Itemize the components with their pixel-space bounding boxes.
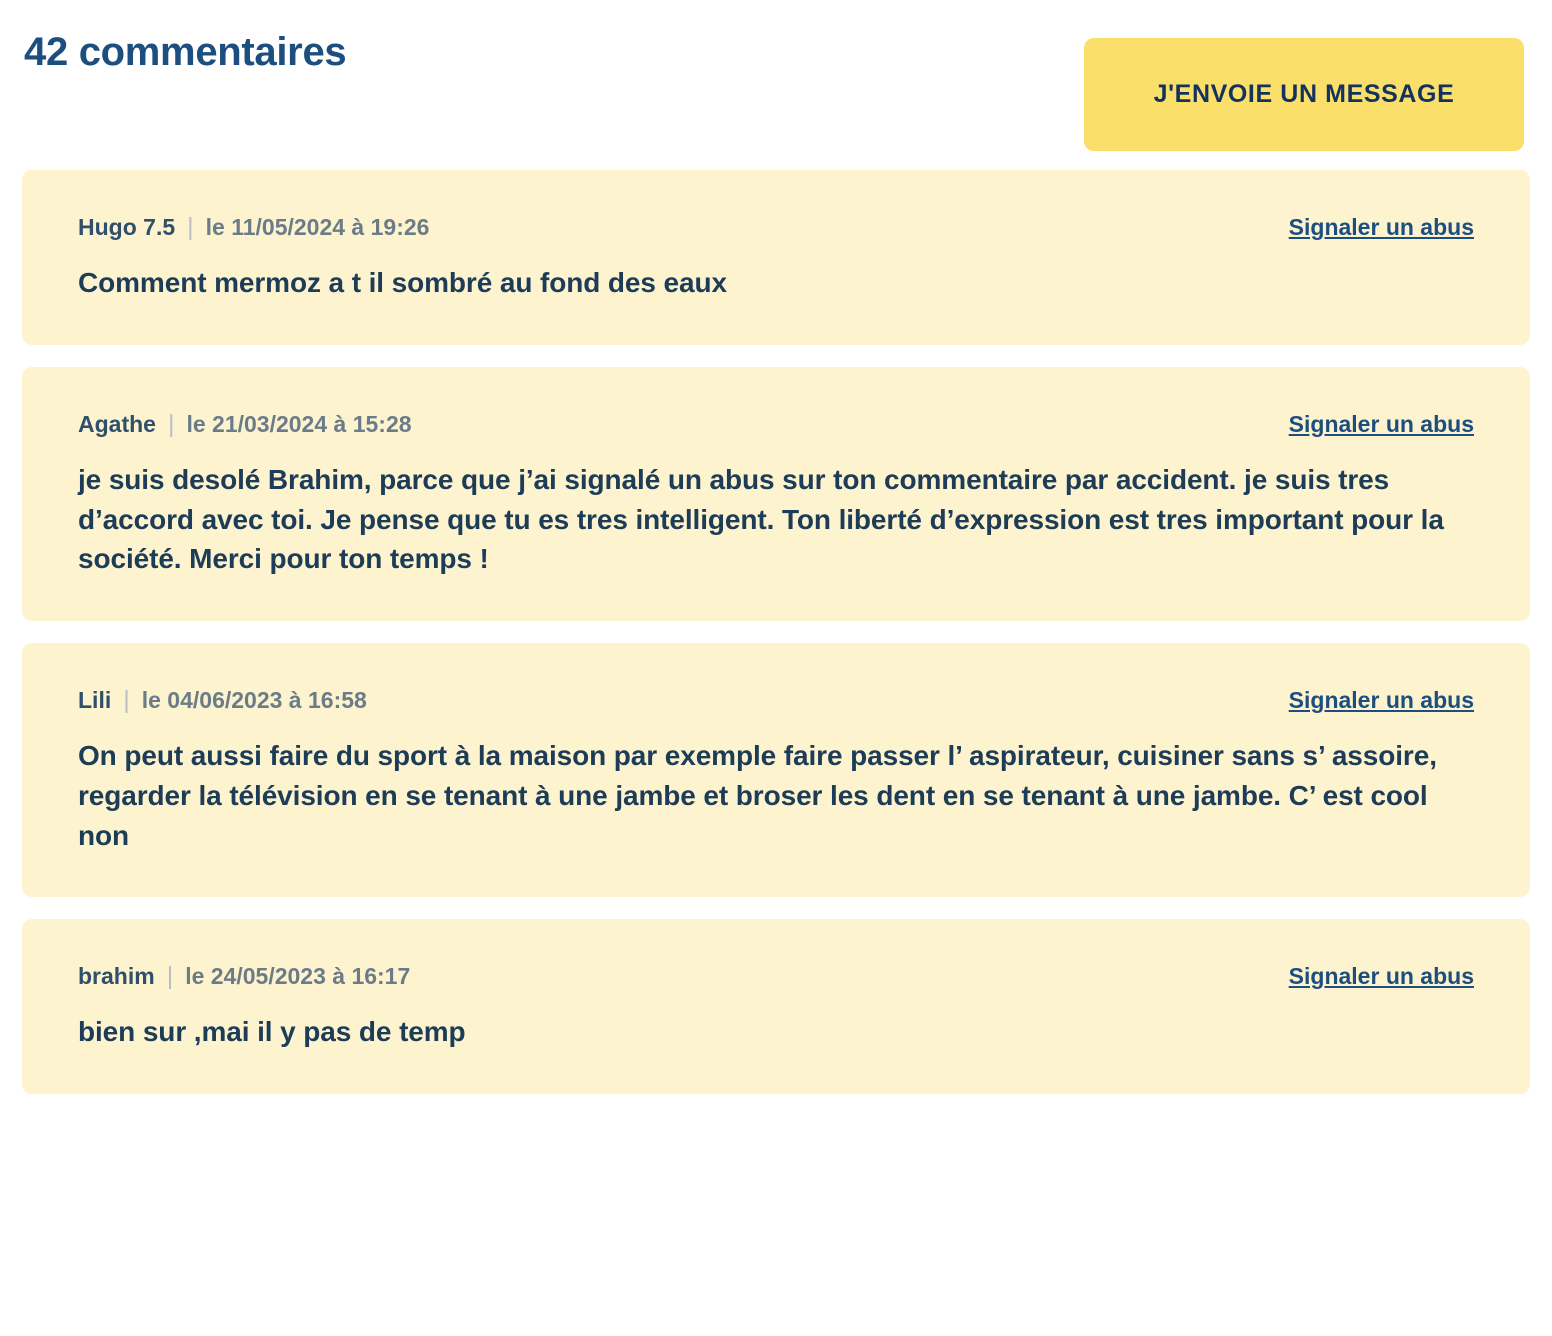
comment-byline [78,687,367,714]
comment-meta [78,214,1474,241]
comment-author: brahim [78,963,155,990]
report-abuse-link[interactable]: Signaler un abus [1288,687,1474,713]
comment-item [22,643,1530,897]
comment-date: le 04/06/2023 à 16:58 [141,687,367,713]
byline-separator: | [123,686,130,714]
report-abuse-link[interactable]: Signaler un abus [1288,214,1474,240]
comment-meta [78,411,1474,438]
byline-separator: | [167,409,175,438]
comment-item [22,919,1530,1094]
comment-meta [78,687,1474,714]
comments-header [22,0,1530,170]
comment-text: On peut aussi faire du sport à la maison par exemple faire passer l’ aspirateur, cuisiner sans s’ assoire, regarder la télévision en se tenant à une jambe et broser les dent en se tenant à une jambe. C’ est cool non [78,740,1437,851]
report-abuse-link[interactable]: Signaler un abus [1288,410,1474,437]
page-title: 42 commentaires [24,30,347,74]
comment-author: Agathe [78,410,156,437]
comment-date: le 24/05/2023 à 16:17 [185,963,411,990]
comment-item [22,170,1530,345]
send-message-button[interactable]: J'ENVOIE UN MESSAGE [1084,38,1524,151]
comment-meta [78,963,1474,990]
comment-author: Lili [78,687,112,713]
comment-text: Comment mermoz a t il sombré au fond des eaux [78,267,727,298]
comment-date: le 21/03/2024 à 15:28 [186,410,412,437]
comment-byline [78,214,429,241]
byline-separator: | [166,962,174,991]
report-abuse-link[interactable]: Signaler un abus [1288,963,1474,990]
comment-list [22,170,1530,1094]
comment-byline [78,411,412,438]
comment-text: je suis desolé Brahim, parce que j’ai signalé un abus sur ton commentaire par accident. je suis tres d’accord avec toi. Je pense que tu es tres intelligent. Ton liberté d’expression est tres important pour la société. Merci pour ton temps ! [78,463,1444,575]
comment-item [22,367,1530,621]
comment-byline [78,963,410,990]
comment-author: Hugo 7.5 [78,214,176,240]
comment-text: bien sur ,mai il y pas de temp [78,1016,466,1048]
byline-separator: | [187,213,194,241]
comment-date: le 11/05/2024 à 19:26 [205,214,430,240]
